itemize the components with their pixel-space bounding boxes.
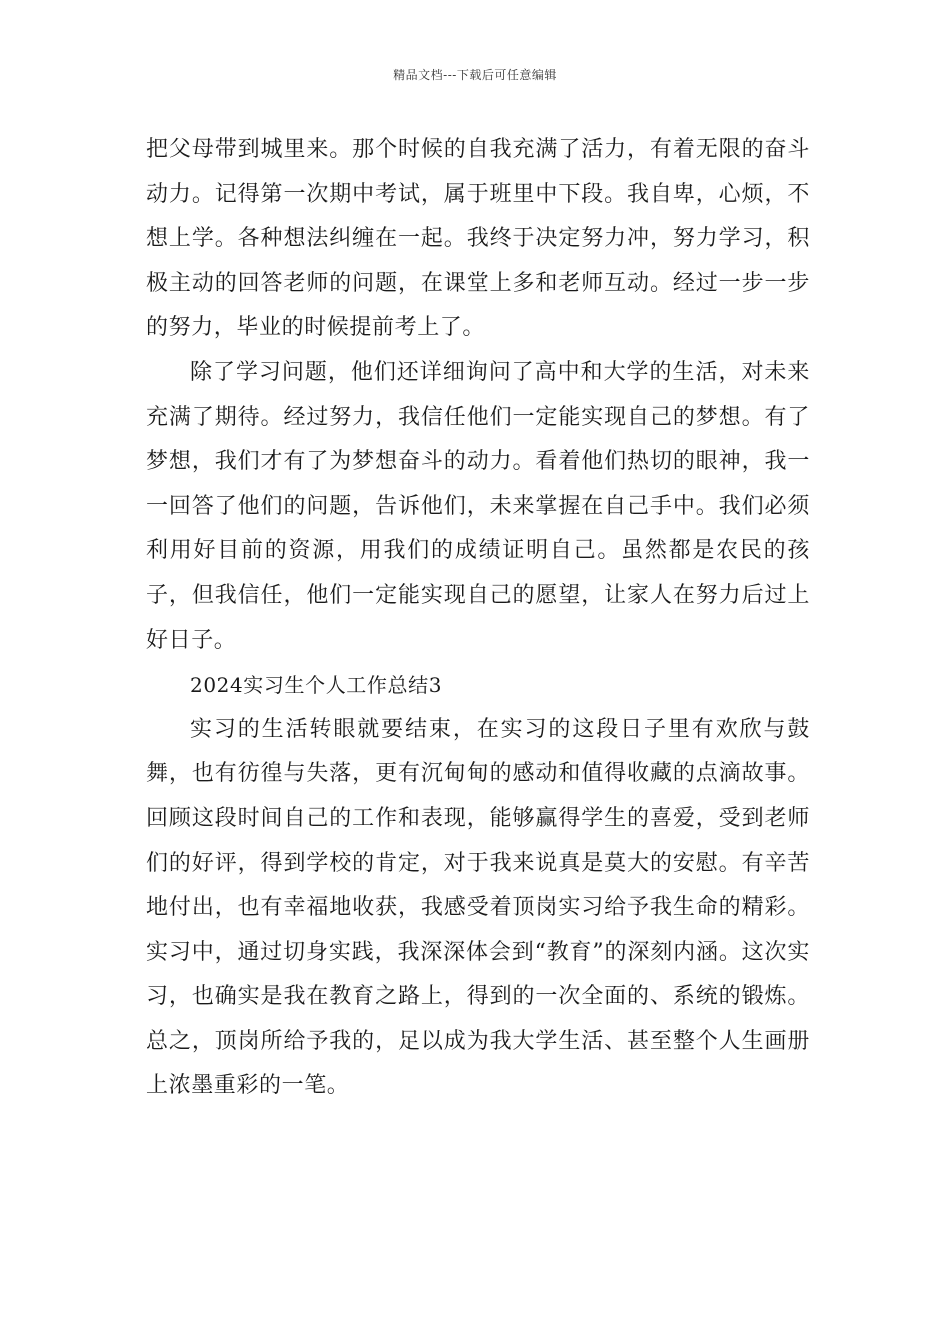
paragraph-students-dreams: 除了学习问题，他们还详细询问了高中和大学的生活，对未来充满了期待。经过努力，我信任他们一定能实现自己的梦想。有了梦想，我们才有了为梦想奋斗的动力。看着他们热切的眼神，我一一回答了他们的问题，告诉他们，未来掌握在自己手中。我们必须利用好目前的资源，用我们的成绩证明自己。虽然都是农民的孩子，但我信任，他们一定能实现自己的愿望，让家人在努力后过上好日子。 — [146, 359, 810, 653]
document-body — [146, 128, 810, 1109]
section-heading: 2024实习生个人工作总结3 — [190, 673, 443, 698]
page-header: 精品文档---下载后可任意编辑 — [393, 68, 557, 82]
paragraph-continuation: 把父母带到城里来。那个时候的自我充满了活力，有着无限的奋斗动力。记得第一次期中考试，属于班里中下段。我自卑，心烦，不想上学。各种想法纠缠在一起。我终于决定努力冲，努力学习，积极主动的回答老师的问题，在课堂上多和老师互动。经过一步一步的努力，毕业的时候提前考上了。 — [146, 137, 810, 341]
paragraph-internship-summary: 实习的生活转眼就要结束，在实习的这段日子里有欢欣与鼓舞，也有彷徨与失落，更有沉甸甸的感动和值得收藏的点滴故事。回顾这段时间自己的工作和表现，能够赢得学生的喜爱，受到老师们的好评，得到学校的肯定，对于我来说真是莫大的安慰。有辛苦地付出，也有幸福地收获，我感受着顶岗实习给予我生命的精彩。实习中，通过切身实践，我深深体会到“教育”的深刻内涵。这次实习，也确实是我在教育之路上，得到的一次全面的、系统的锻炼。总之，顶岗所给予我的，足以成为我大学生活、甚至整个人生画册上浓墨重彩的一笔。 — [146, 716, 810, 1099]
